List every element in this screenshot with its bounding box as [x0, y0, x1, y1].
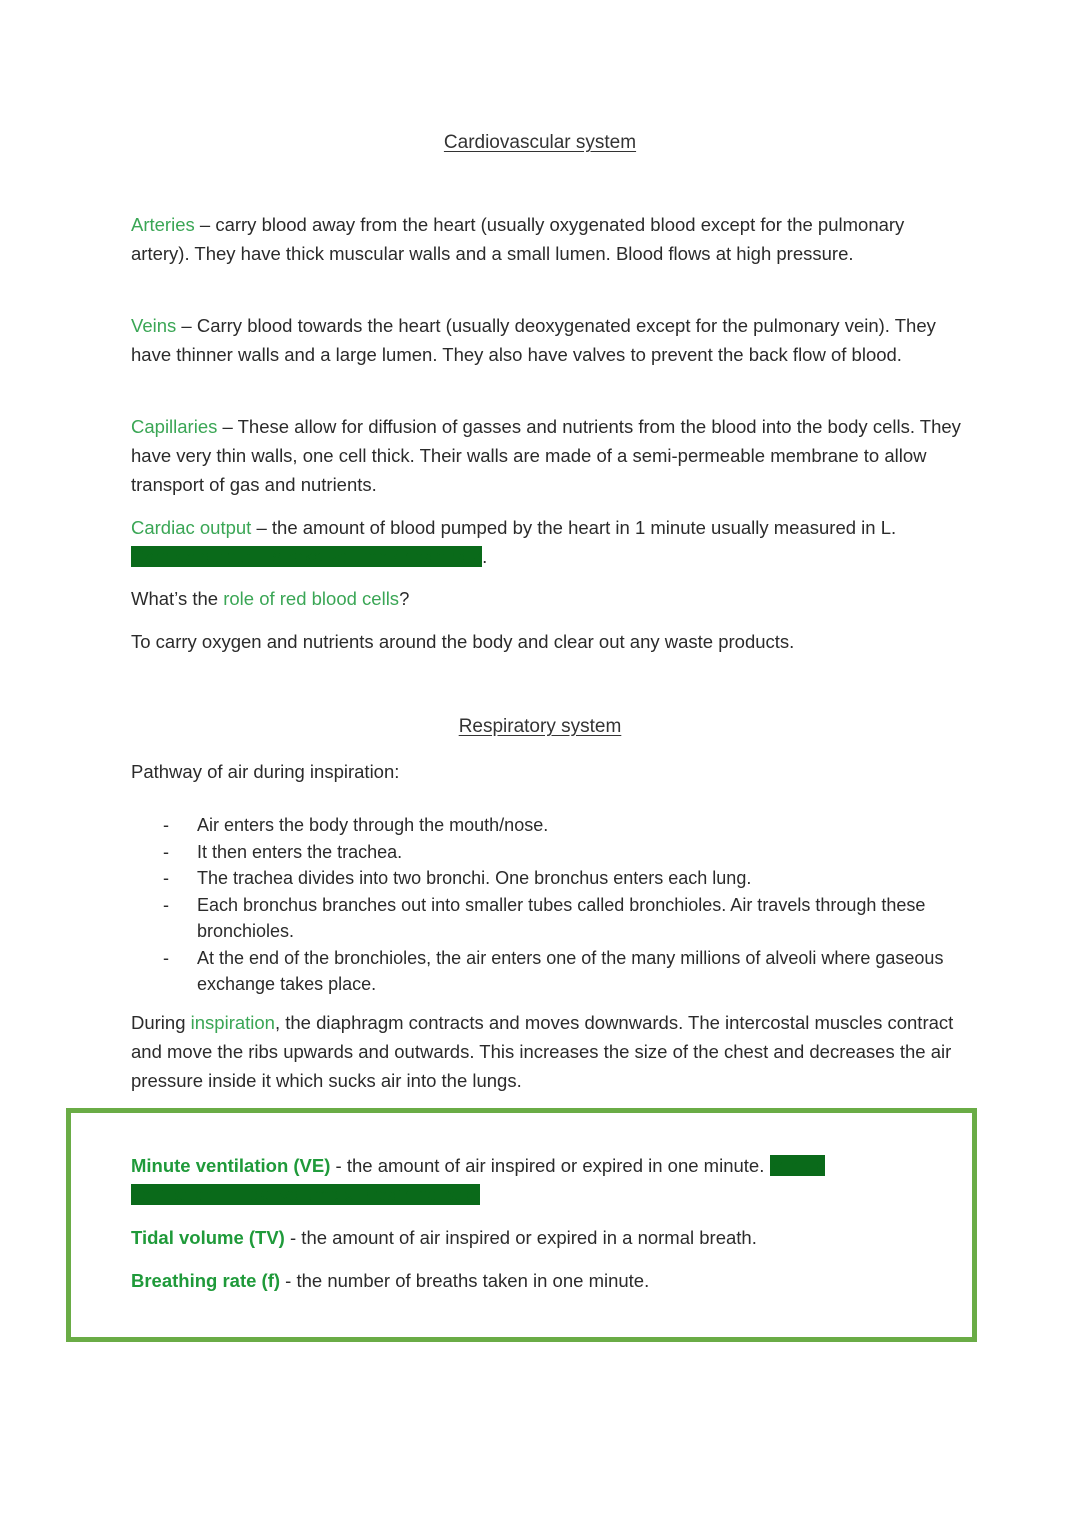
list-item	[131, 865, 961, 892]
breathing-rate-text: - the number of breaths taken in one minute.	[280, 1270, 650, 1291]
list-item	[131, 892, 961, 945]
breathing-rate-term: Breathing rate (f)	[131, 1270, 281, 1291]
breathing-rate-definition	[131, 1266, 961, 1295]
list-item	[131, 945, 961, 998]
list-dash: -	[163, 894, 169, 915]
list-item	[131, 812, 961, 839]
list-item-text: It then enters the trachea.	[197, 841, 403, 862]
tidal-volume-text: - the amount of air inspired or expired in a normal breath.	[284, 1227, 757, 1248]
question-term: role of red blood cells	[223, 588, 400, 609]
list-dash: -	[163, 868, 169, 888]
tidal-volume-term: Tidal volume (TV)	[131, 1227, 285, 1248]
veins-term: Veins	[131, 315, 177, 336]
inspiration-before: During	[131, 1012, 191, 1033]
red-blood-cells-answer: To carry oxygen and nutrients around the body and clear out any waste products.	[131, 631, 795, 652]
list-dash: -	[163, 947, 169, 968]
minute-ventilation-formula: Minute ventilation = Tidal volume x Breathing rate.	[131, 1155, 826, 1205]
capillaries-paragraph	[131, 412, 961, 499]
pathway-list	[131, 812, 961, 998]
veins-text: – Carry blood towards the heart (usually deoxygenated except for the pulmonary vein). They have thinner walls and a large lumen. They also have valves to prevent the back flow of blood.	[131, 315, 936, 365]
question-before: What’s the	[131, 588, 224, 609]
inspiration-after: , the diaphragm contracts and moves downwards. The intercostal muscles contract and move the ribs upwards and outwards. This increases the size of the chest and decreases the air pressure inside it which sucks air into the lungs.	[131, 1012, 954, 1091]
cardiac-output-term: Cardiac output	[131, 517, 252, 538]
arteries-text: – carry blood away from the heart (usually oxygenated blood except for the pulmonary artery). They have thick muscular walls and a small lumen. Blood flows at high pressure.	[131, 214, 905, 264]
arteries-term: Arteries	[131, 214, 195, 235]
capillaries-text: – These allow for diffusion of gasses and nutrients from the blood into the body cells. They have very thin walls, one cell thick. Their walls are made of a semi-permeable membrane to allow transport of gas and nutrients.	[131, 416, 961, 495]
capillaries-term: Capillaries	[131, 416, 218, 437]
list-item-text: The trachea divides into two bronchi. One bronchus enters each lung.	[197, 868, 752, 888]
cardiac-output-formula: Cardiac output = stroke volume / heart rate	[131, 546, 483, 567]
inspiration-term: inspiration	[190, 1012, 275, 1033]
veins-paragraph	[131, 311, 961, 369]
minute-ventilation-term: Minute ventilation (VE)	[131, 1155, 331, 1176]
arteries-paragraph	[131, 210, 961, 268]
cardiac-output-paragraph	[131, 513, 961, 571]
list-dash: -	[163, 841, 169, 862]
respiratory-heading: Respiratory system	[458, 716, 622, 737]
question-after: ?	[399, 588, 410, 609]
cardiac-output-end: .	[482, 546, 488, 567]
minute-ventilation-text: - the amount of air inspired or expired in one minute.	[330, 1155, 770, 1176]
tidal-volume-definition	[131, 1223, 961, 1252]
list-item-text: Each bronchus branches out into smaller tubes called bronchioles. Air travels through these bronchioles.	[197, 894, 926, 941]
minute-ventilation-definition	[131, 1151, 911, 1209]
pathway-intro: Pathway of air during inspiration:	[131, 761, 400, 782]
list-dash: -	[163, 815, 169, 835]
list-item-text: At the end of the bronchioles, the air enters one of the many millions of alveoli where gaseous exchange takes place.	[197, 947, 944, 994]
cardiac-output-text: – the amount of blood pumped by the heart in 1 minute usually measured in L.	[251, 517, 897, 538]
cardiovascular-heading: Cardiovascular system	[443, 132, 637, 153]
list-item	[131, 839, 961, 866]
list-item-text: Air enters the body through the mouth/nose.	[197, 815, 549, 835]
red-blood-cells-question	[131, 584, 961, 613]
inspiration-paragraph	[131, 1008, 961, 1095]
